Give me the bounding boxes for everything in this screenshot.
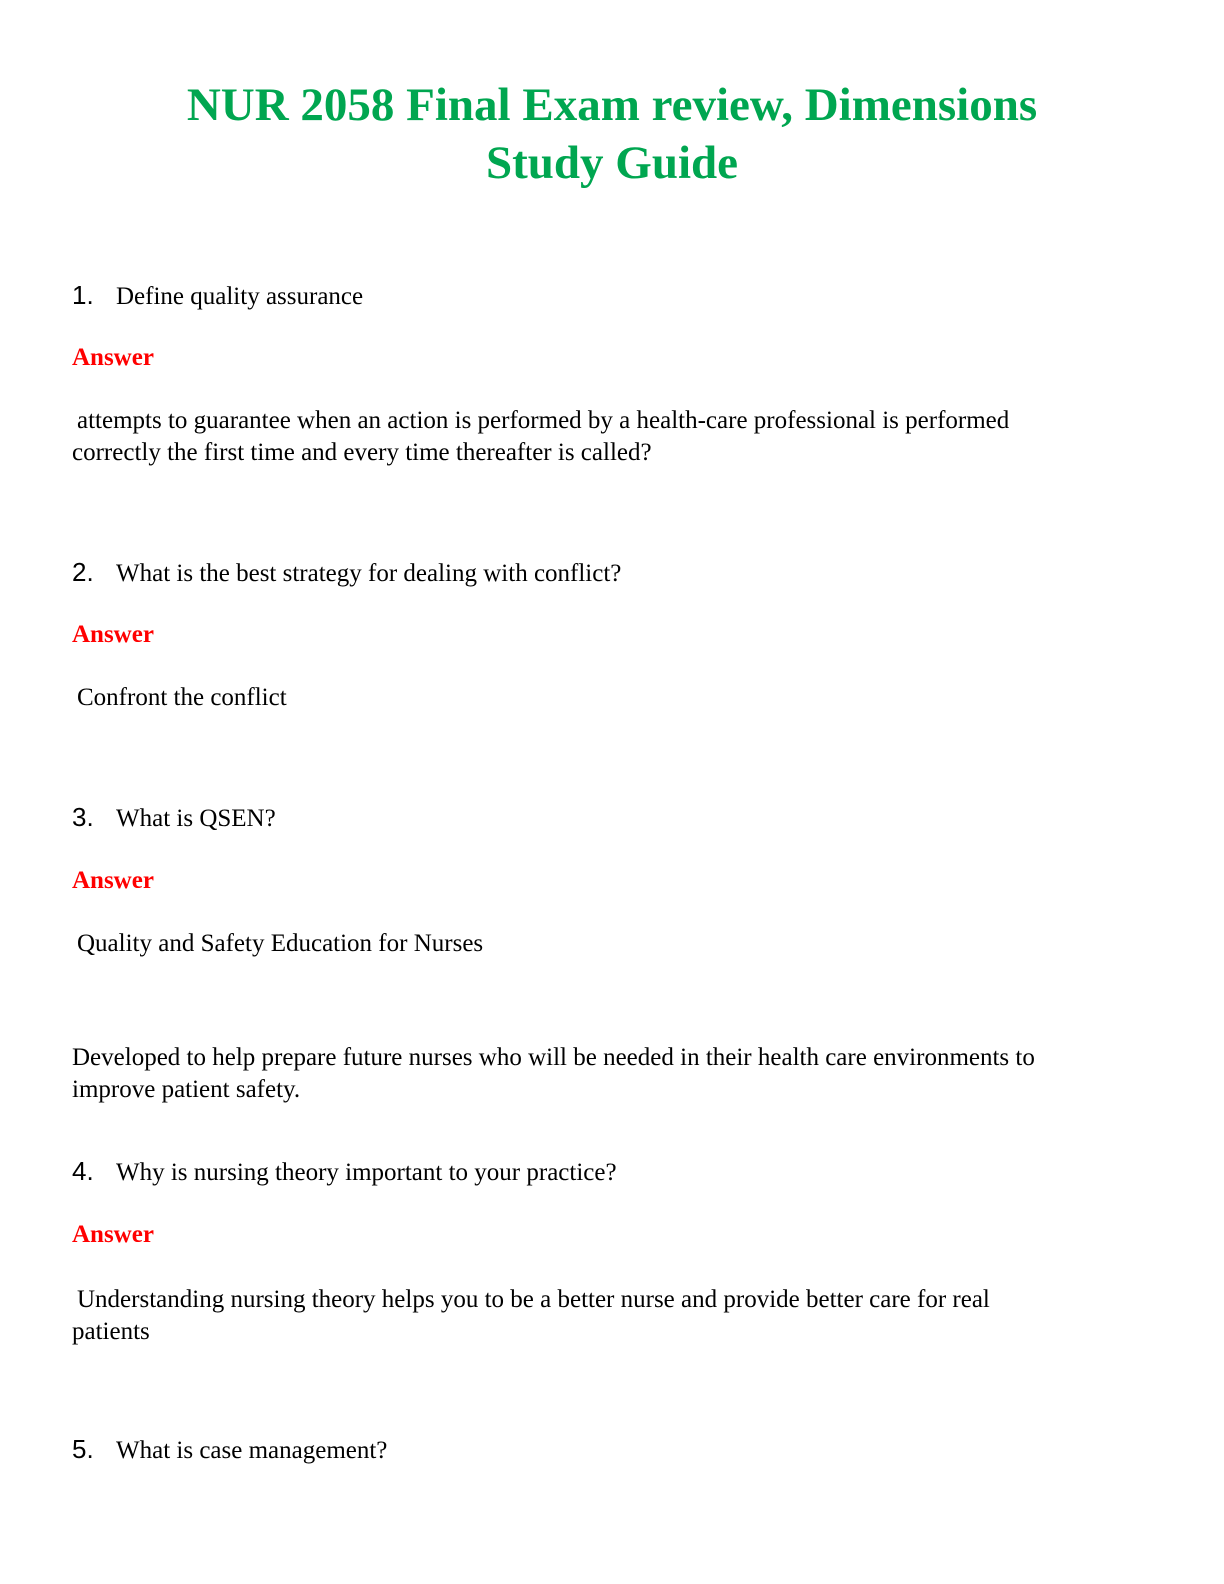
question-text: What is the best strategy for dealing with conflict?: [116, 560, 622, 587]
question-2: [72, 556, 621, 590]
answer-extra-3: [72, 1042, 1152, 1106]
answer-line: Confront the conflict: [77, 684, 287, 711]
question-number: 3.: [72, 802, 94, 832]
answer-line: Developed to help prepare future nurses who will be needed in their health care environments to: [72, 1044, 1035, 1071]
question-number: 5.: [72, 1434, 94, 1464]
answer-label-2: Answer: [72, 621, 154, 648]
question-number: 4.: [72, 1156, 94, 1186]
answer-text-2: [72, 682, 1152, 714]
question-3: [72, 801, 276, 835]
title-line-1: NUR 2058 Final Exam review, Dimensions: [186, 79, 1038, 131]
question-number: 1.: [72, 280, 94, 310]
answer-line: Understanding nursing theory helps you to be a better nurse and provide better care for real: [77, 1286, 990, 1313]
answer-line: correctly the first time and every time thereafter is called?: [72, 439, 652, 466]
answer-line: attempts to guarantee when an action is performed by a health-care professional is performed: [77, 407, 1010, 434]
answer-text-1: [72, 405, 1152, 469]
question-text: What is QSEN?: [116, 805, 276, 832]
question-1: [72, 279, 363, 313]
question-5: [72, 1433, 387, 1467]
document-title: [0, 76, 1224, 192]
question-text: Why is nursing theory important to your practice?: [116, 1159, 617, 1186]
answer-line: patients: [72, 1318, 150, 1345]
question-number: 2.: [72, 557, 94, 587]
answer-line: Quality and Safety Education for Nurses: [77, 930, 484, 957]
answer-line: improve patient safety.: [72, 1076, 301, 1103]
answer-label-4: Answer: [72, 1221, 154, 1248]
title-line-2: Study Guide: [485, 137, 739, 189]
answer-text-3: [72, 928, 1152, 960]
question-4: [72, 1155, 617, 1189]
question-text: What is case management?: [116, 1437, 388, 1464]
question-text: Define quality assurance: [116, 283, 364, 310]
answer-label-3: Answer: [72, 867, 154, 894]
answer-label-1: Answer: [72, 344, 154, 371]
answer-text-4: [72, 1284, 1152, 1348]
